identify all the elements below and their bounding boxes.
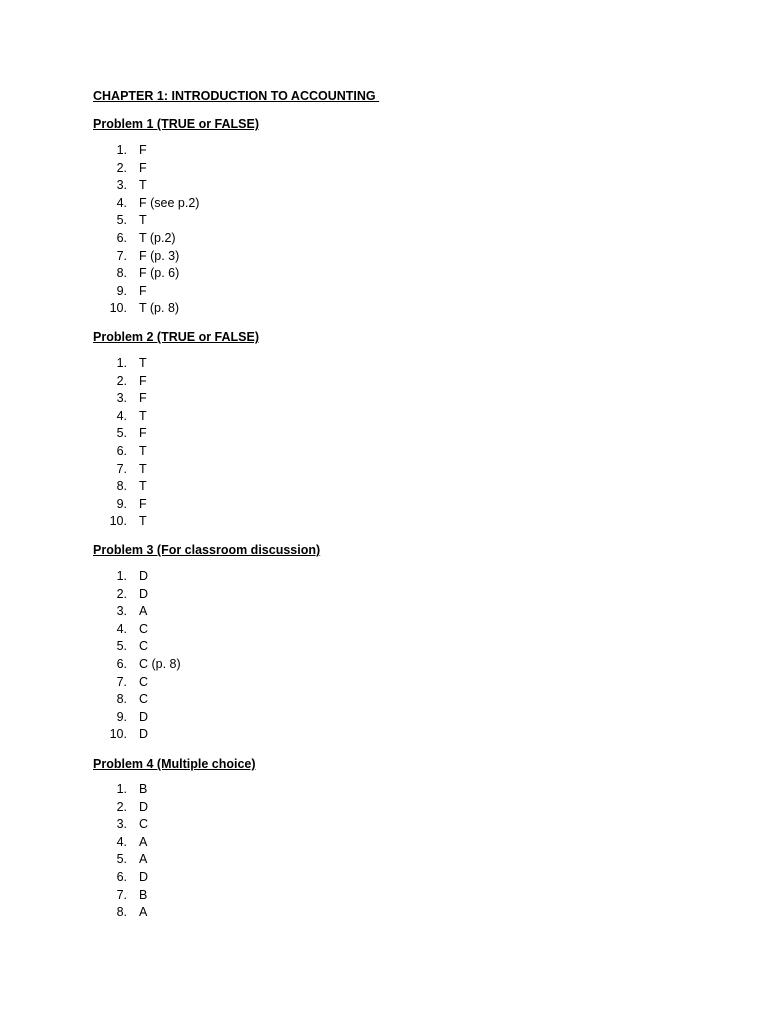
answer-number: 7. [116, 461, 127, 476]
answer-number: 2. [116, 799, 127, 814]
answer-value: T [139, 443, 147, 458]
answer-number: 6. [116, 230, 127, 245]
answer-item [0, 799, 768, 817]
answer-number: 6. [116, 869, 127, 884]
answer-value: F [139, 426, 147, 441]
answer-item [0, 425, 768, 443]
answer-item [0, 142, 768, 160]
answer-value: D [139, 709, 149, 724]
answer-value: C [139, 817, 149, 832]
answer-value: F [139, 283, 147, 298]
answer-number: 2. [116, 586, 127, 601]
answer-value: F (see p.2) [139, 195, 200, 210]
answer-value: D [139, 586, 149, 601]
answer-item [0, 373, 768, 391]
answer-value: T (p. 8) [139, 301, 180, 316]
answer-number: 4. [116, 834, 127, 849]
answer-item [0, 621, 768, 639]
answer-item [0, 496, 768, 514]
answer-item [0, 869, 768, 887]
answer-value: F [139, 373, 147, 388]
answer-item [0, 461, 768, 479]
answer-value: T [139, 408, 147, 423]
answer-item [0, 816, 768, 834]
answer-value: T (p.2) [139, 230, 176, 245]
answer-item [0, 355, 768, 373]
answer-item [0, 265, 768, 283]
answer-number: 2. [116, 373, 127, 388]
answer-number: 7. [116, 248, 127, 263]
problem-2-heading: Problem 2 (TRUE or FALSE) [93, 330, 259, 344]
answer-value: B [139, 782, 148, 796]
answer-number: 1. [116, 356, 127, 370]
problem-1-heading: Problem 1 (TRUE or FALSE) [93, 117, 259, 131]
answer-item [0, 230, 768, 248]
answer-item [0, 834, 768, 852]
answer-item [0, 691, 768, 709]
problem-3-answer-list [0, 568, 768, 744]
answer-value: C [139, 639, 149, 654]
answer-number: 5. [116, 213, 127, 228]
answer-value: A [139, 852, 148, 867]
answer-item [0, 726, 768, 744]
answer-number: 3. [116, 604, 127, 619]
answer-item [0, 674, 768, 692]
answer-value: D [139, 869, 149, 884]
answer-value: F [139, 496, 147, 511]
problem-4-answer-list [0, 781, 768, 922]
problem-3-heading: Problem 3 (For classroom discussion) [93, 543, 321, 557]
answer-number: 4. [116, 195, 127, 210]
answer-number: 6. [116, 656, 127, 671]
answer-number: 1. [116, 143, 127, 157]
answer-item [0, 177, 768, 195]
answer-value: D [139, 799, 149, 814]
answer-number: 10. [109, 301, 127, 316]
answer-number: 3. [116, 817, 127, 832]
answer-item [0, 904, 768, 922]
answer-number: 10. [109, 727, 127, 742]
answer-number: 9. [116, 496, 127, 511]
answer-number: 2. [116, 160, 127, 175]
answer-item [0, 513, 768, 531]
answer-number: 8. [116, 266, 127, 281]
answer-value: F [139, 160, 147, 175]
answer-item [0, 248, 768, 266]
problem-4-heading: Problem 4 (Multiple choice) [93, 757, 256, 771]
answer-value: C [139, 674, 149, 689]
answer-item [0, 160, 768, 178]
answer-item [0, 887, 768, 905]
answer-value: C [139, 621, 149, 636]
answer-number: 4. [116, 621, 127, 636]
answer-number: 5. [116, 852, 127, 867]
answer-item [0, 283, 768, 301]
answer-item [0, 478, 768, 496]
answer-item [0, 656, 768, 674]
answer-value: A [139, 834, 148, 849]
answer-number: 10. [109, 514, 127, 529]
answer-value: C [139, 692, 149, 707]
answer-item [0, 300, 768, 318]
answer-item [0, 443, 768, 461]
answer-value: B [139, 887, 148, 902]
answer-value: T [139, 479, 147, 494]
answer-item [0, 638, 768, 656]
answer-number: 1. [116, 782, 127, 796]
chapter-title: CHAPTER 1: INTRODUCTION TO ACCOUNTING [93, 89, 380, 103]
answer-item [0, 568, 768, 586]
answer-value: C (p. 8) [139, 656, 181, 671]
answer-item [0, 603, 768, 621]
answer-number: 6. [116, 443, 127, 458]
problem-2-answer-list [0, 355, 768, 531]
answer-number: 4. [116, 408, 127, 423]
answer-number: 5. [116, 639, 127, 654]
answer-item [0, 195, 768, 213]
problem-1-answer-list [0, 142, 768, 318]
answer-value: A [139, 604, 148, 619]
answer-item [0, 390, 768, 408]
answer-item [0, 212, 768, 230]
answer-item [0, 851, 768, 869]
answer-value: F (p. 3) [139, 248, 180, 263]
answer-value: T [139, 514, 147, 529]
answer-item [0, 408, 768, 426]
answer-value: A [139, 905, 148, 920]
answer-number: 9. [116, 709, 127, 724]
answer-value: T [139, 178, 147, 193]
answer-number: 8. [116, 692, 127, 707]
answer-number: 7. [116, 887, 127, 902]
answer-value: F [139, 143, 147, 157]
answer-value: D [139, 727, 149, 742]
answer-value: T [139, 213, 147, 228]
answer-number: 7. [116, 674, 127, 689]
answer-value: T [139, 461, 147, 476]
answer-item [0, 586, 768, 604]
answer-number: 9. [116, 283, 127, 298]
answer-item [0, 709, 768, 727]
answer-item [0, 781, 768, 799]
answer-number: 8. [116, 905, 127, 920]
answer-number: 8. [116, 479, 127, 494]
answer-value: D [139, 569, 149, 583]
answer-number: 3. [116, 391, 127, 406]
answer-value: F [139, 391, 147, 406]
answer-value: T [139, 356, 147, 370]
answer-number: 1. [116, 569, 127, 583]
answer-number: 3. [116, 178, 127, 193]
answer-number: 5. [116, 426, 127, 441]
answer-value: F (p. 6) [139, 266, 180, 281]
